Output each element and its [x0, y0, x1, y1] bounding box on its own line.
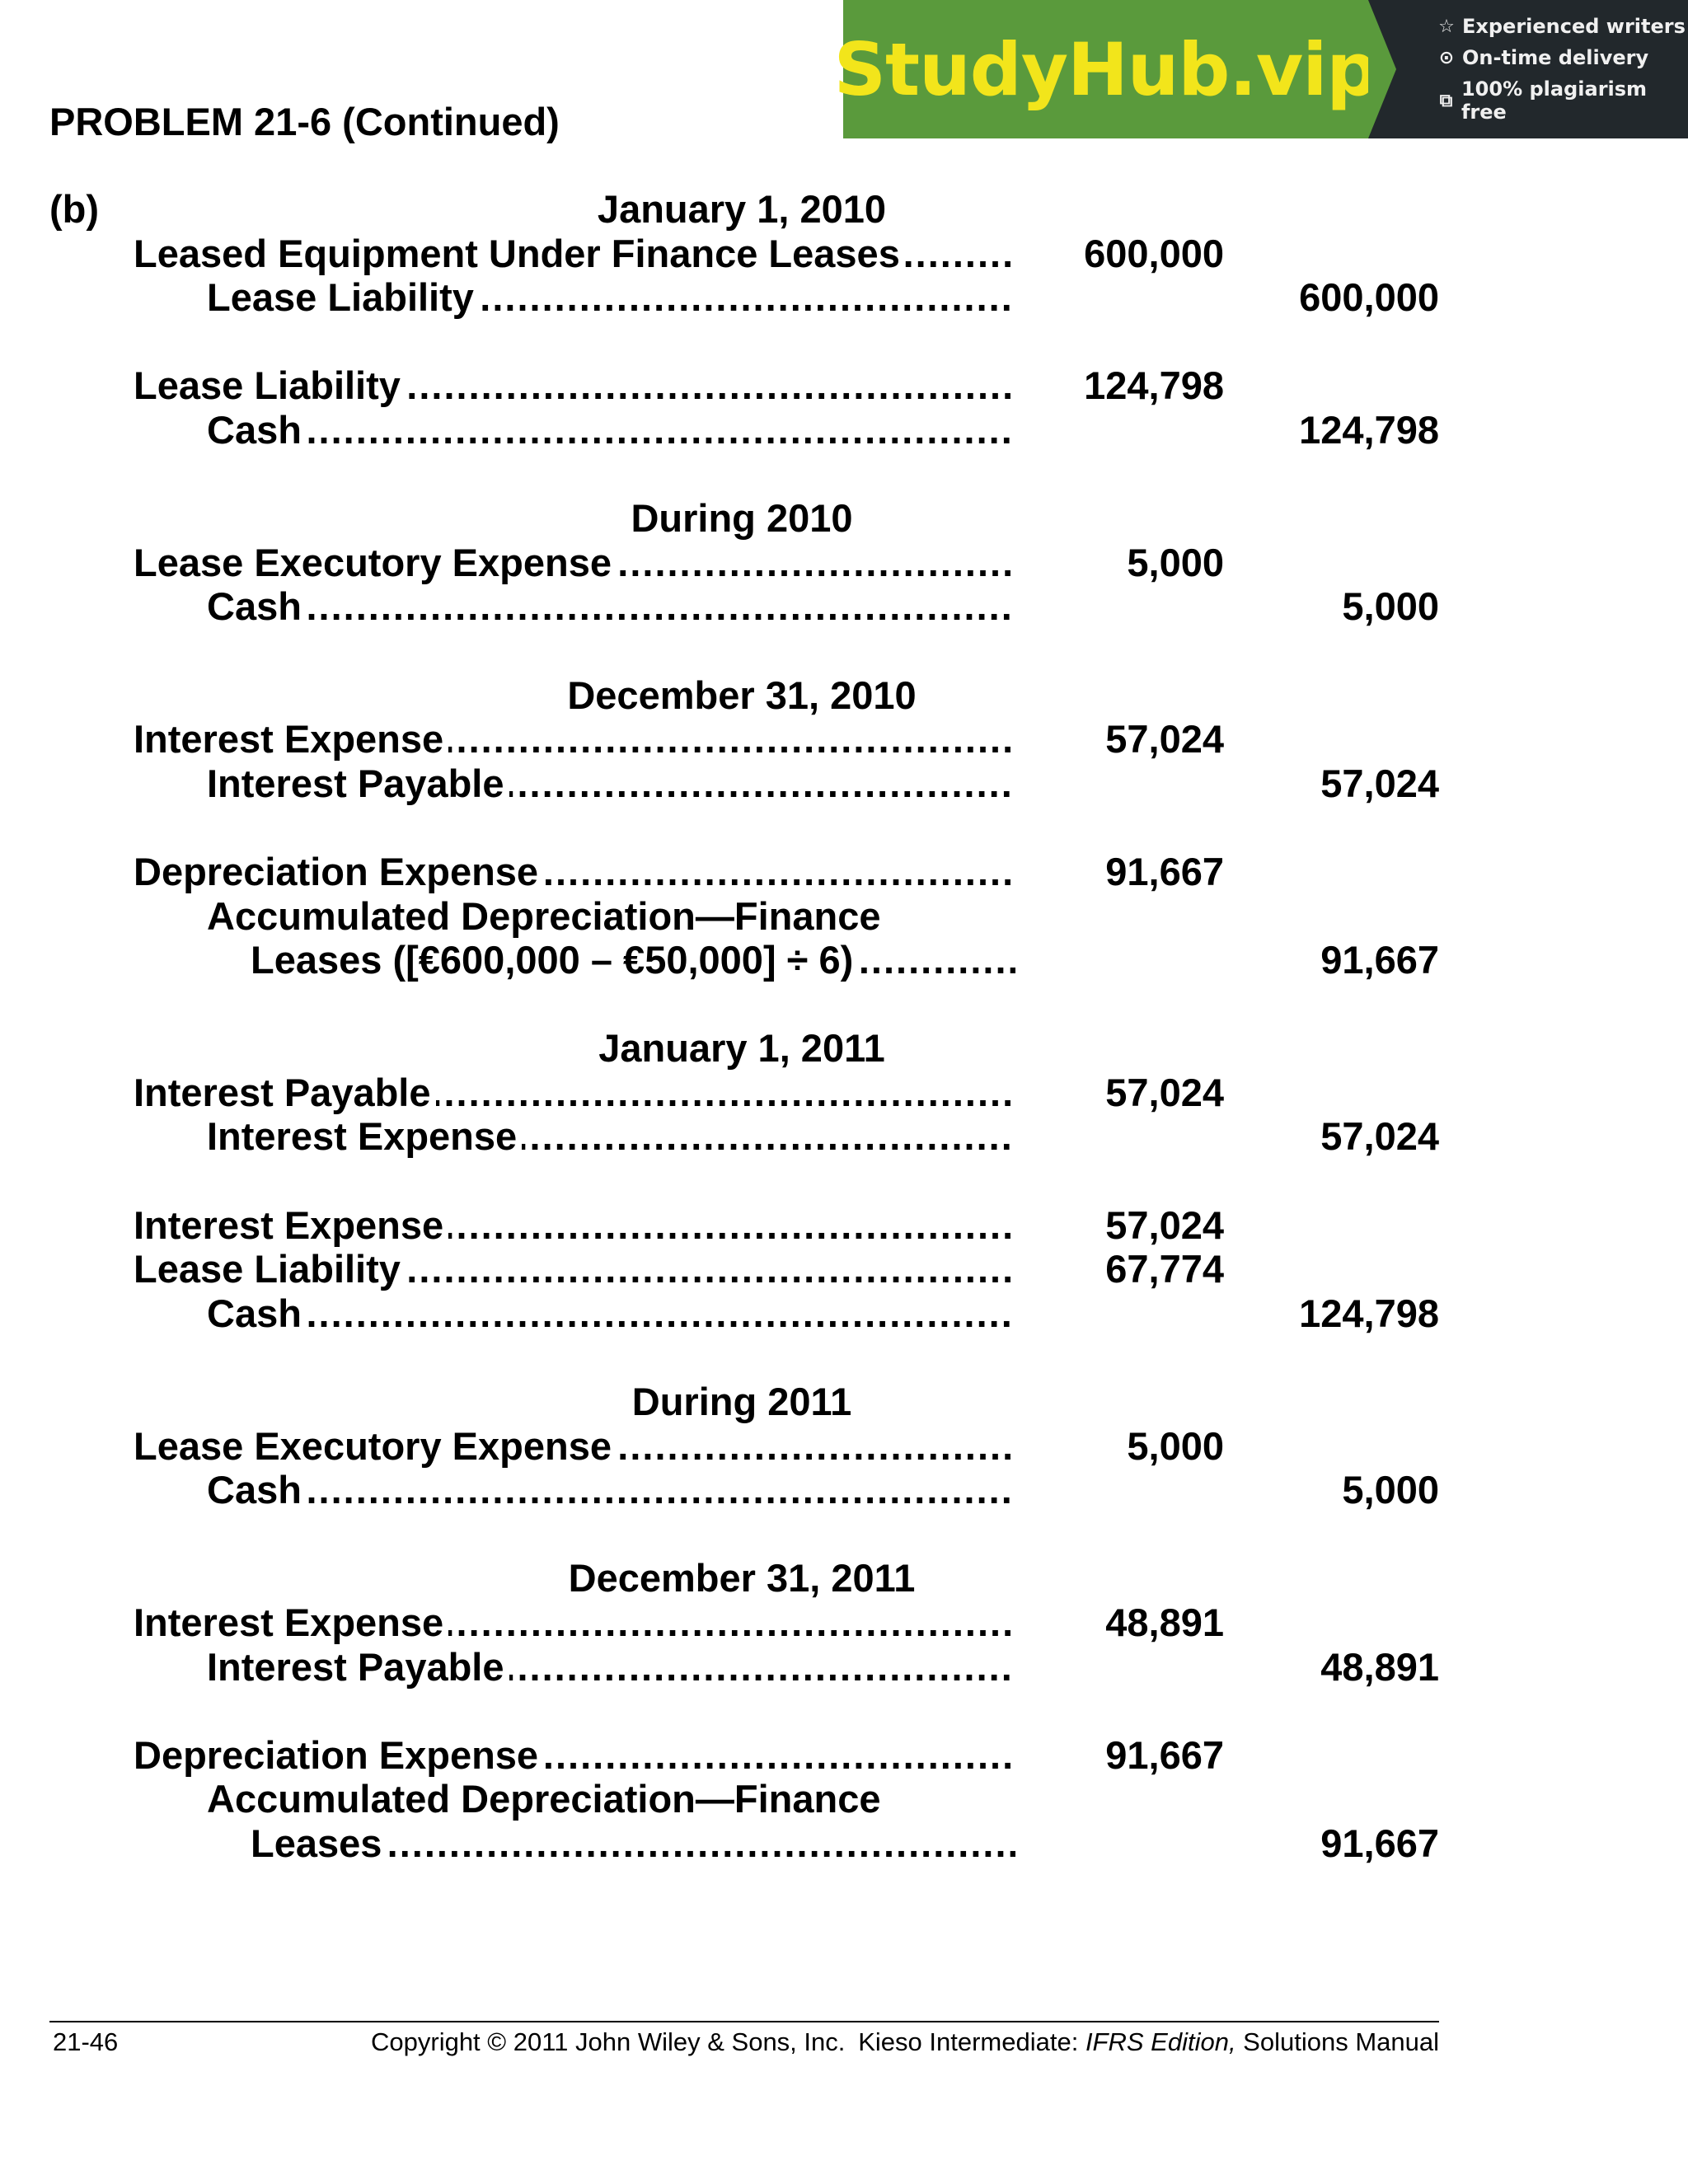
feature-item: [1437, 15, 1688, 38]
account-description: [207, 1114, 1015, 1159]
journal-line: [0, 1203, 1688, 1248]
journal-line: [0, 762, 1688, 806]
account-name: Interest Expense: [134, 1601, 448, 1644]
account-name: Lease Liability: [134, 363, 406, 407]
account-name: Depreciation Expense: [134, 1733, 543, 1777]
account-name: Interest Payable: [134, 1071, 436, 1114]
account-description: [134, 1424, 1015, 1469]
account-description: [134, 363, 1015, 408]
journal-line: [0, 1733, 1688, 1778]
journal-line: [0, 1777, 1688, 1821]
date-heading-row: [0, 1556, 1688, 1601]
journal-line: [0, 1645, 1688, 1690]
entry-date: During 2011: [631, 1380, 852, 1424]
journal-line: [0, 541, 1688, 585]
account-description: [134, 1733, 1015, 1778]
debit-amount: 91,667: [1105, 1732, 1224, 1777]
account-description: [134, 850, 1015, 894]
account-name: Interest Expense: [134, 1203, 448, 1247]
date-heading-row: [0, 673, 1688, 718]
debit-amount: 124,798: [1084, 363, 1224, 408]
date-heading-row: [0, 187, 1688, 232]
journal-line: [0, 363, 1688, 408]
journal-line: [0, 850, 1688, 894]
copy-icon: ⧉: [1439, 90, 1453, 111]
account-name: Accumulated Depreciation—Finance: [207, 1777, 885, 1821]
account-name: Lease Executory Expense: [134, 541, 617, 584]
studyhub-banner[interactable]: [833, 0, 1688, 138]
account-description: [134, 1247, 1015, 1291]
journal-line: [0, 1291, 1688, 1336]
account-description: [207, 275, 1015, 320]
account-description: [134, 717, 1015, 762]
debit-amount: 48,891: [1105, 1601, 1224, 1644]
debit-amount: 91,667: [1105, 849, 1224, 893]
account-name: Cash: [207, 408, 307, 452]
part-label: (b): [49, 187, 100, 231]
account-name: Cash: [207, 1468, 307, 1511]
feature-item: [1437, 46, 1688, 69]
account-name: Lease Liability: [134, 1247, 406, 1291]
footer-divider: [49, 2021, 1439, 2022]
account-name: Lease Liability: [207, 275, 479, 319]
clock-icon: ⊙: [1438, 47, 1455, 68]
credit-amount: 5,000: [1342, 584, 1439, 629]
journal-entries: [0, 187, 1688, 1910]
entry-date: January 1, 2010: [597, 187, 887, 231]
journal-line: [0, 584, 1688, 629]
account-name: Accumulated Depreciation—Finance: [207, 894, 885, 938]
account-name: Lease Executory Expense: [134, 1424, 617, 1468]
debit-amount: 57,024: [1105, 1202, 1224, 1247]
entry-date: December 31, 2010: [567, 673, 917, 717]
feature-text: 100% plagiarism free: [1461, 77, 1648, 124]
account-description: [207, 1645, 1015, 1690]
account-name: Cash: [207, 1291, 307, 1335]
debit-amount: 5,000: [1127, 1423, 1224, 1468]
account-name: Leases: [251, 1821, 387, 1865]
debit-amount: 57,024: [1105, 1070, 1224, 1114]
page-footer: [0, 2026, 1688, 2059]
account-name: Interest Expense: [134, 717, 448, 761]
journal-line: [0, 1071, 1688, 1115]
credit-amount: 600,000: [1299, 275, 1439, 320]
feature-list: [1368, 0, 1688, 138]
date-heading-row: [0, 1026, 1688, 1071]
entry-date: December 31, 2011: [568, 1556, 916, 1601]
star-outline-icon: ☆: [1438, 16, 1455, 37]
account-description: [207, 408, 1015, 452]
account-description: [207, 762, 1015, 806]
journal-line: [0, 717, 1688, 762]
brand-logo[interactable]: StudyHub.vip: [833, 26, 1378, 112]
credit-amount: 91,667: [1320, 938, 1439, 982]
account-description: [134, 1071, 1015, 1115]
journal-line: [0, 1601, 1688, 1645]
account-description: [207, 1468, 1015, 1512]
date-heading-row: [0, 496, 1688, 541]
debit-amount: 600,000: [1084, 231, 1224, 275]
journal-line: [0, 1424, 1688, 1469]
journal-line: [0, 938, 1688, 982]
journal-line: [0, 1247, 1688, 1291]
account-description: [207, 1291, 1015, 1336]
feature-text: Experienced writers: [1462, 15, 1686, 38]
journal-line: [0, 1468, 1688, 1512]
debit-amount: 67,774: [1105, 1247, 1224, 1291]
account-name: Interest Expense: [207, 1114, 522, 1158]
account-name: Interest Payable: [207, 762, 509, 805]
account-description: [134, 1601, 1015, 1645]
credit-amount: 57,024: [1320, 1114, 1439, 1159]
problem-title: PROBLEM 21-6 (Continued): [49, 100, 560, 143]
credit-amount: 5,000: [1342, 1468, 1439, 1512]
credit-amount: 124,798: [1299, 407, 1439, 452]
entry-date: January 1, 2011: [598, 1026, 885, 1071]
credit-amount: 91,667: [1320, 1821, 1439, 1865]
journal-line: [0, 275, 1688, 320]
book-title: Kieso Intermediate: IFRS Edition, Solutions Manual: [858, 2027, 1439, 2056]
journal-line: [0, 232, 1688, 276]
debit-amount: 57,024: [1105, 717, 1224, 762]
feature-item: [1437, 77, 1688, 124]
copyright-notice: Copyright © 2011 John Wiley & Sons, Inc.: [371, 2027, 846, 2056]
journal-line: [0, 1821, 1688, 1866]
account-description: [251, 1821, 1015, 1866]
account-description: [207, 1777, 1015, 1821]
account-description: [134, 1203, 1015, 1248]
brand-panel[interactable]: [833, 0, 1378, 138]
journal-line: [0, 894, 1688, 939]
account-description: [251, 938, 1015, 982]
account-description: [134, 232, 1015, 276]
journal-line: [0, 1114, 1688, 1159]
credit-amount: 57,024: [1320, 761, 1439, 805]
feature-text: On-time delivery: [1462, 46, 1649, 69]
page-number: 21-46: [53, 2027, 119, 2056]
credit-amount: 48,891: [1320, 1644, 1439, 1689]
account-name: Interest Payable: [207, 1645, 509, 1689]
account-description: [134, 541, 1015, 585]
account-description: [207, 894, 1015, 939]
journal-line: [0, 408, 1688, 452]
account-name: Leased Equipment Under Finance Leases: [134, 232, 905, 275]
entry-date: During 2010: [631, 496, 853, 541]
credit-amount: 124,798: [1299, 1291, 1439, 1335]
account-name: Leases ([€600,000 – €50,000] ÷ 6): [251, 938, 858, 982]
account-name: Depreciation Expense: [134, 850, 543, 893]
debit-amount: 5,000: [1127, 540, 1224, 584]
date-heading-row: [0, 1380, 1688, 1424]
account-description: [207, 584, 1015, 629]
account-name: Cash: [207, 584, 307, 628]
